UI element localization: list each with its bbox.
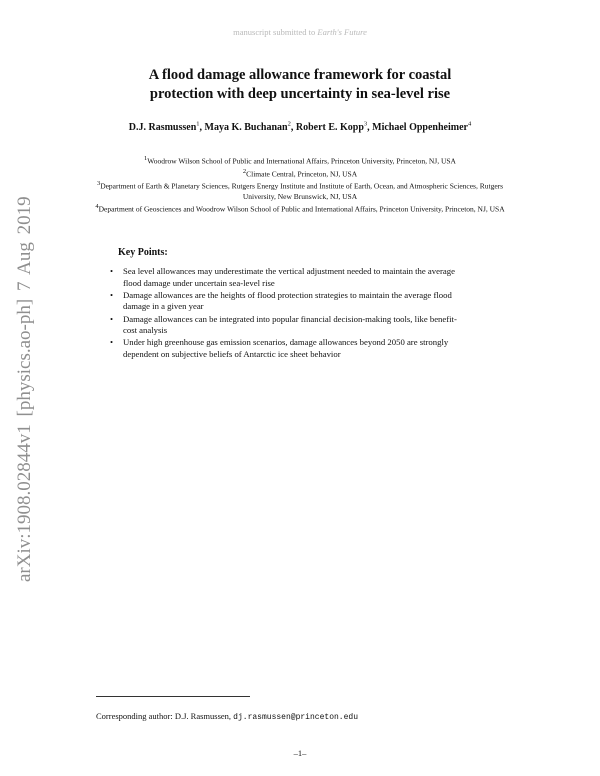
- footnote-divider: [96, 696, 250, 697]
- corresponding-author-footnote: [96, 711, 358, 722]
- title-line-1: A flood damage allowance framework for coastal: [148, 67, 452, 83]
- bullet-icon: •: [110, 289, 114, 300]
- author-name: D.J. Rasmussen: [128, 122, 197, 134]
- affiliation-list: [90, 154, 510, 214]
- author: [372, 122, 471, 133]
- affiliation-marker: 4: [95, 202, 99, 210]
- author: [129, 122, 205, 133]
- author-name: Maya K. Buchanan: [204, 122, 288, 134]
- key-point-item: [110, 290, 470, 313]
- affiliation-text: Department of Earth & Planetary Sciences, Rutgers Energy Institute and Institute of Earth, Ocean, and Atmospheric Sciences, Rutgers University, New Brunswick, NJ, USA: [100, 181, 504, 201]
- author-separator: ,: [199, 122, 205, 134]
- bullet-icon: •: [110, 337, 114, 348]
- affiliation: [90, 202, 510, 215]
- corresponding-email: dj.rasmussen@princeton.edu: [233, 713, 358, 722]
- title-line-2: protection with deep uncertainty in sea-level rise: [149, 86, 451, 102]
- key-point-text: Under high greenhouse gas emission scenarios, damage allowances beyond 2050 are strongly dependent on subjective beliefs of Antarctic ice sheet behavior: [123, 337, 449, 359]
- arxiv-stamp: arXiv:1908.02844v1 [physics.ao-ph] 7 Aug 2019: [14, 196, 35, 582]
- author-list: [90, 118, 510, 135]
- key-point-item: [110, 314, 470, 337]
- author-name: Robert E. Kopp: [295, 122, 364, 134]
- key-point-text: Damage allowances can be integrated into popular financial decision-making tools, like benefit-cost analysis: [123, 313, 457, 336]
- author-separator: ,: [290, 122, 296, 134]
- key-point-text: Sea level allowances may underestimate the vertical adjustment needed to maintain the average flood damage under uncertain sea-level rise: [123, 266, 455, 288]
- author: [296, 122, 372, 133]
- bullet-icon: •: [110, 313, 114, 324]
- author-affiliation-marker: 1: [196, 121, 200, 128]
- author-affiliation-marker: 3: [363, 121, 368, 128]
- affiliation-text: Woodrow Wilson School of Public and International Affairs, Princeton University, Princeton, NJ, USA: [147, 156, 456, 166]
- affiliation-marker: 1: [144, 155, 148, 162]
- key-point-text: Damage allowances are the heights of flood protection strategies to maintain the average flood damage in a given year: [123, 289, 452, 312]
- key-points-heading: Key Points:: [118, 247, 168, 258]
- affiliation: [90, 179, 510, 202]
- page-number: –1–: [293, 748, 307, 758]
- paper-title: [60, 66, 540, 104]
- affiliation-marker: 2: [242, 167, 247, 175]
- affiliation-text: Climate Central, Princeton, NJ, USA: [246, 169, 358, 178]
- author: [205, 122, 296, 133]
- affiliation: [90, 154, 510, 167]
- key-points-list: [110, 266, 470, 361]
- journal-name: Earth's Future: [317, 27, 367, 37]
- author-name: Michael Oppenheimer: [372, 122, 468, 134]
- author-affiliation-marker: 2: [287, 121, 291, 128]
- key-point-item: [110, 337, 470, 360]
- author-separator: ,: [367, 122, 373, 134]
- bullet-icon: •: [110, 266, 114, 276]
- header-note-prefix: manuscript submitted to: [233, 27, 318, 37]
- affiliation-text: Department of Geosciences and Woodrow Wilson School of Public and International Affairs, Princeton University, Princeton, NJ, USA: [98, 204, 505, 213]
- key-point-item: [110, 266, 470, 289]
- affiliation-marker: 3: [96, 180, 101, 187]
- author-affiliation-marker: 4: [467, 121, 472, 128]
- manuscript-header-note: [0, 27, 600, 37]
- affiliation: [90, 167, 510, 180]
- footnote-label: Corresponding author: D.J. Rasmussen,: [96, 711, 234, 721]
